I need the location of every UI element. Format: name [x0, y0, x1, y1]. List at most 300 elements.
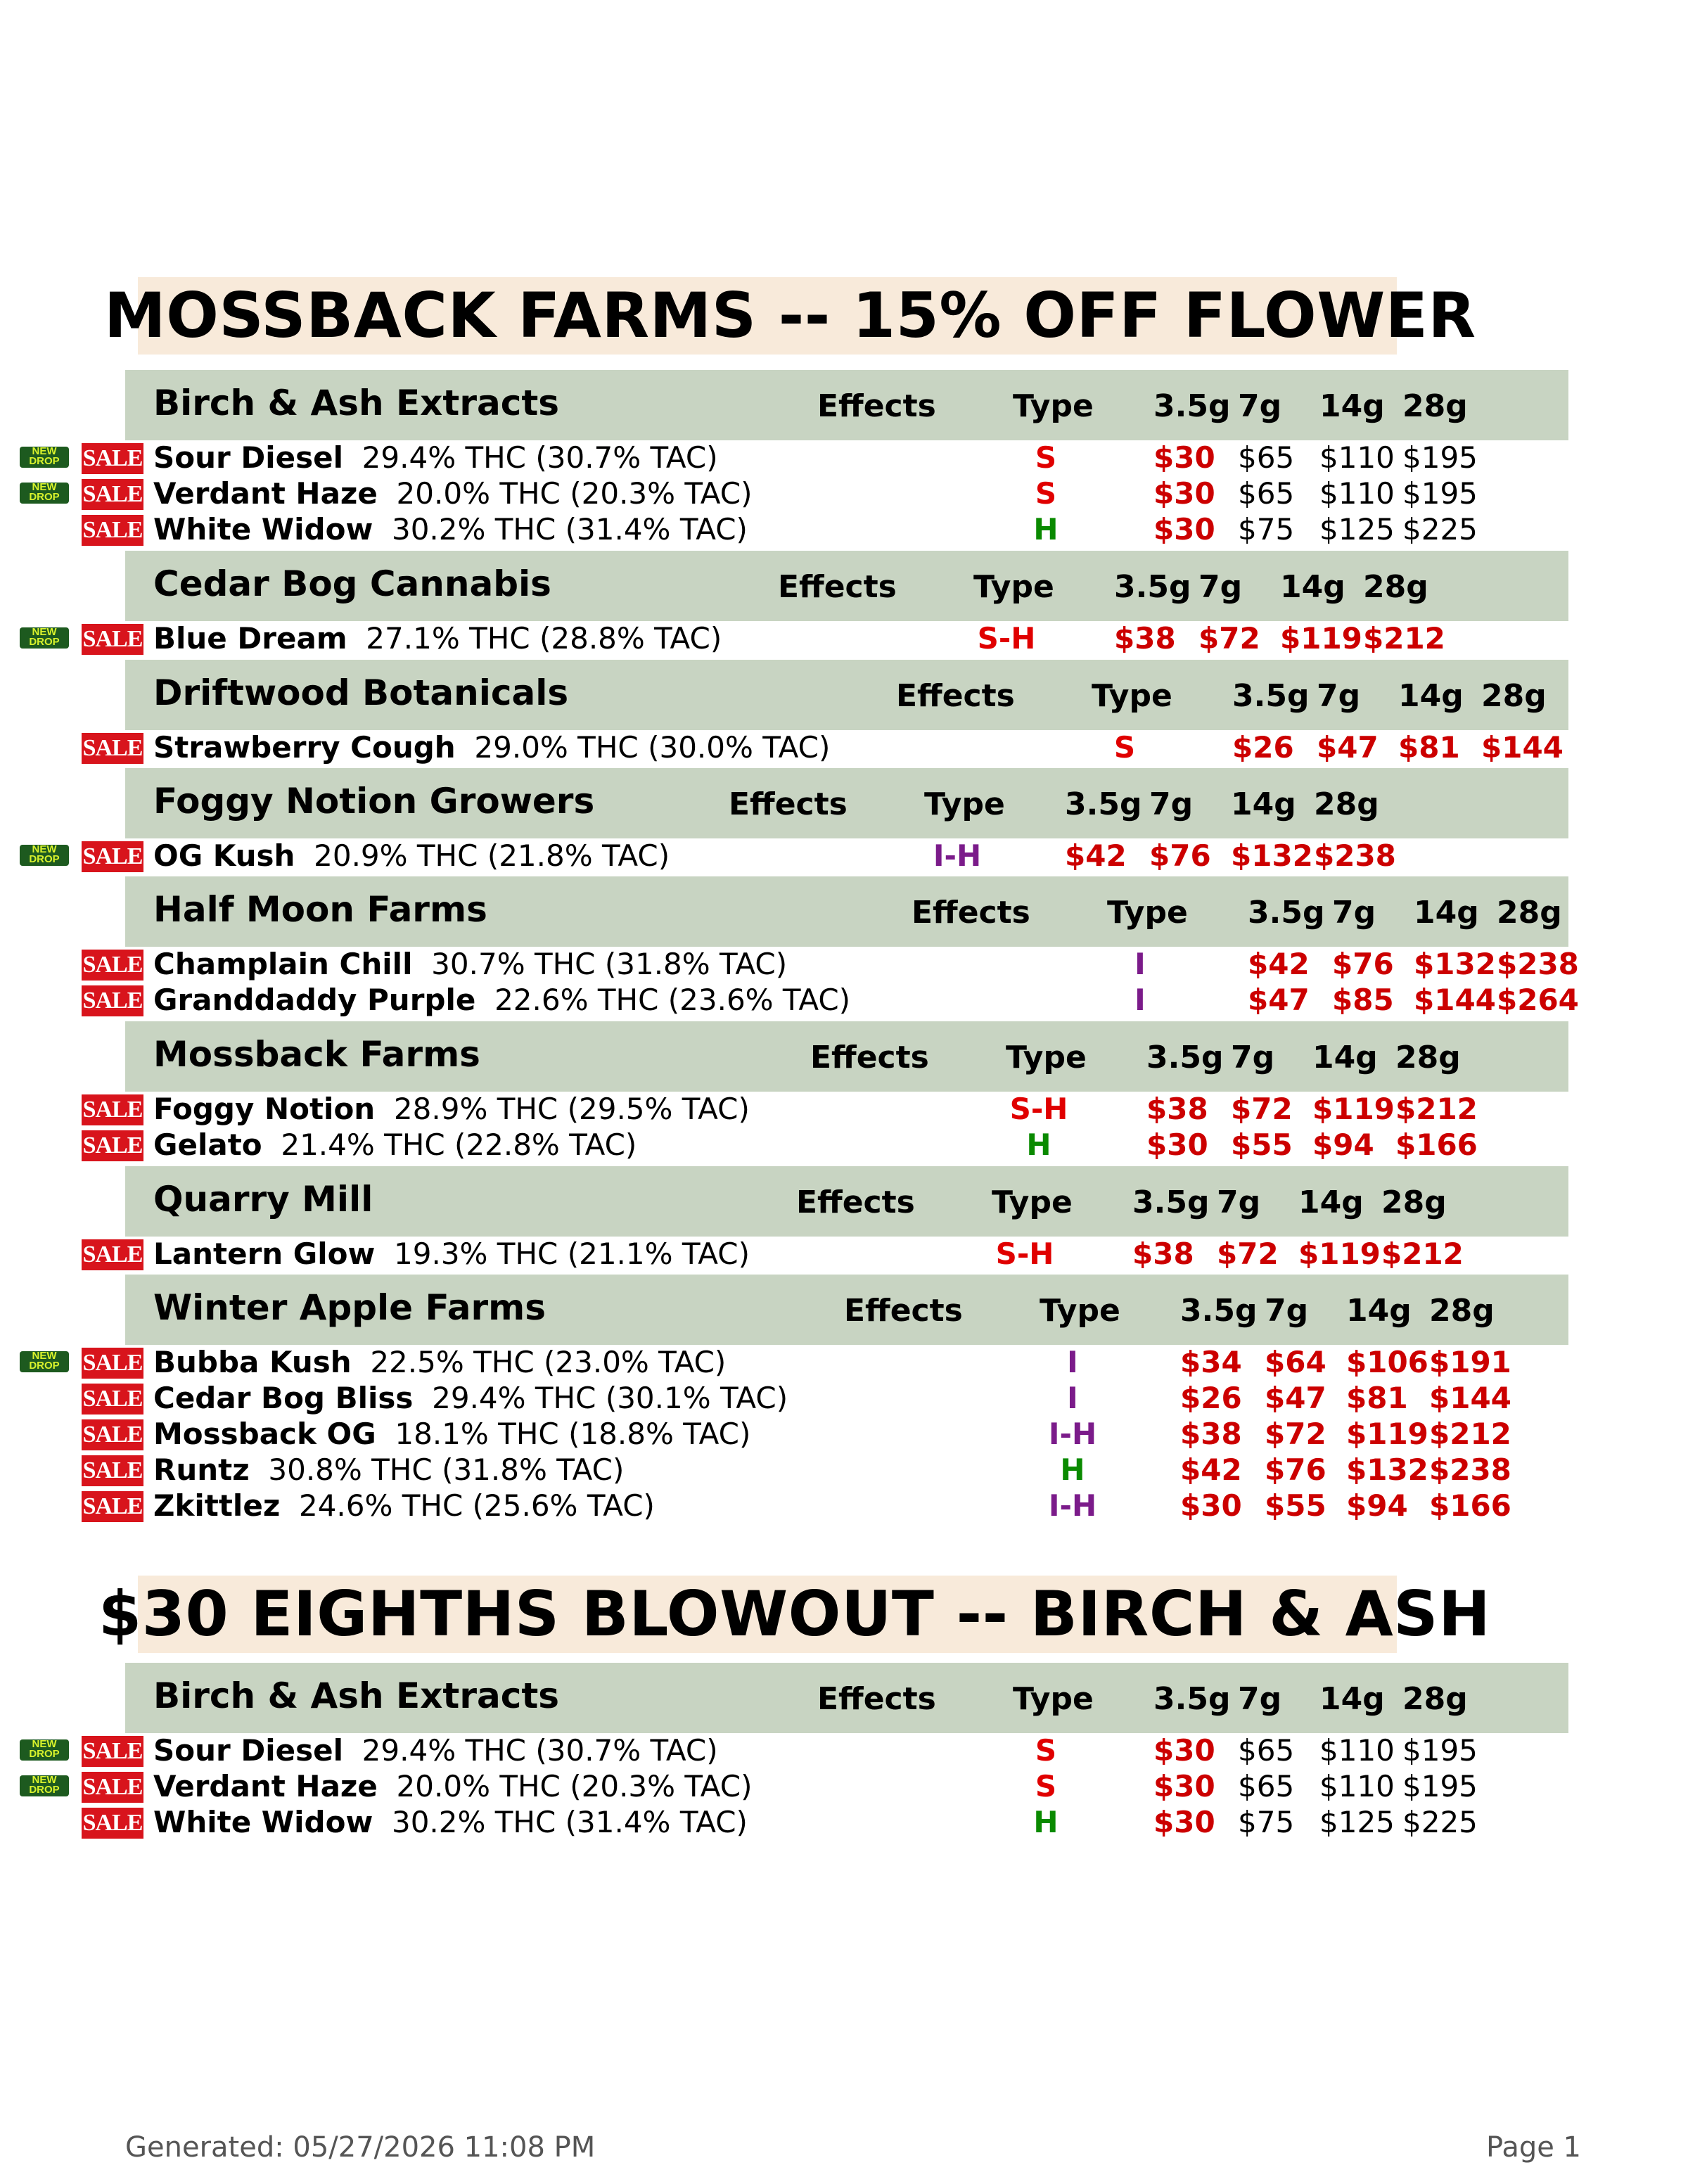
weight-header-w1: 3.5g — [1114, 569, 1191, 605]
weight-header-w4: 28g — [1497, 895, 1562, 931]
product-name[interactable]: Strawberry Cough — [153, 730, 456, 765]
price-7g: $76 — [1332, 947, 1394, 981]
price-3-5g: $30 — [1180, 1488, 1242, 1523]
price-3-5g: $38 — [1114, 621, 1176, 656]
price-28g: $225 — [1402, 1805, 1478, 1839]
vendor-section — [0, 1275, 1688, 1524]
product-potency: 22.6% THC (23.6% TAC) — [494, 983, 851, 1017]
strain-type: H — [1026, 1128, 1051, 1162]
product-potency: 18.1% THC (18.8% TAC) — [395, 1417, 751, 1451]
product-info — [153, 1769, 753, 1804]
new-drop-line: DROP — [29, 455, 60, 467]
vendor-section — [0, 660, 1688, 766]
product-potency: 29.0% THC (30.0% TAC) — [474, 730, 831, 765]
product-list — [0, 440, 1688, 548]
price-3-5g: $42 — [1065, 838, 1127, 873]
strain-type: S — [1035, 1769, 1057, 1803]
product-name[interactable]: Bubba Kush — [153, 1345, 352, 1379]
product-row[interactable] — [0, 1381, 1688, 1417]
price-7g: $75 — [1238, 1805, 1295, 1839]
sale-badge: SALE — [82, 1130, 143, 1161]
price-7g: $47 — [1265, 1381, 1326, 1415]
vendor-name: Quarry Mill — [153, 1179, 373, 1220]
weight-header-w4: 28g — [1402, 388, 1468, 424]
sale-badge: SALE — [82, 733, 143, 764]
product-row[interactable] — [0, 1128, 1688, 1163]
price-7g: $65 — [1238, 440, 1295, 475]
price-3-5g: $34 — [1180, 1345, 1242, 1379]
vendor-section — [0, 768, 1688, 874]
vendor-section — [0, 370, 1688, 548]
price-14g: $110 — [1319, 440, 1395, 475]
spacer — [378, 1769, 397, 1803]
vendor-header — [125, 876, 1568, 947]
sale-badge: SALE — [82, 1455, 143, 1486]
product-name[interactable]: Runtz — [153, 1452, 250, 1487]
vendor-header — [125, 370, 1568, 440]
spacer — [280, 1488, 299, 1523]
price-14g: $81 — [1346, 1381, 1408, 1415]
sale-badge: SALE — [82, 841, 143, 872]
product-list — [0, 1092, 1688, 1163]
weight-header-w4: 28g — [1314, 786, 1379, 822]
price-3-5g: $30 — [1146, 1128, 1208, 1162]
strain-type: S-H — [1009, 1092, 1068, 1126]
strain-type: I-H — [1048, 1417, 1097, 1451]
price-7g: $72 — [1217, 1237, 1279, 1271]
product-info — [153, 838, 670, 874]
vendor-name: Mossback Farms — [153, 1034, 480, 1075]
sale-badge: SALE — [82, 1419, 143, 1450]
product-info — [153, 476, 753, 511]
type-header: Type — [1040, 1293, 1120, 1329]
strain-type: I — [1067, 1381, 1078, 1415]
product-name[interactable]: Cedar Bog Bliss — [153, 1381, 414, 1415]
type-header: Type — [1107, 895, 1188, 931]
product-potency: 24.6% THC (25.6% TAC) — [298, 1488, 655, 1523]
product-potency: 20.0% THC (20.3% TAC) — [396, 476, 753, 511]
spacer — [262, 1128, 281, 1162]
effects-header: Effects — [896, 678, 1015, 714]
vendor-section — [0, 551, 1688, 657]
effects-header: Effects — [796, 1184, 915, 1220]
vendor-name: Foggy Notion Growers — [153, 781, 595, 822]
strain-type: I — [1067, 1345, 1078, 1379]
sale-badge: SALE — [82, 985, 143, 1016]
price-28g: $191 — [1429, 1345, 1511, 1379]
price-7g: $55 — [1265, 1488, 1326, 1523]
price-3-5g: $30 — [1153, 476, 1215, 511]
price-3-5g: $42 — [1248, 947, 1310, 981]
product-list — [0, 730, 1688, 766]
product-name[interactable]: Granddaddy Purple — [153, 983, 476, 1017]
new-drop-badge — [20, 447, 69, 468]
price-14g: $119 — [1346, 1417, 1428, 1451]
product-potency: 29.4% THC (30.7% TAC) — [362, 440, 718, 475]
strain-type: H — [1060, 1452, 1085, 1487]
product-list — [0, 1733, 1688, 1841]
product-name[interactable]: Blue Dream — [153, 621, 347, 656]
weight-header-w4: 28g — [1402, 1681, 1468, 1717]
effects-header: Effects — [729, 786, 848, 822]
weight-header-w2: 7g — [1149, 786, 1194, 822]
product-row[interactable] — [0, 838, 1688, 874]
new-drop-line: NEW — [32, 1774, 57, 1786]
price-28g: $238 — [1314, 838, 1396, 873]
weight-header-w4: 28g — [1481, 678, 1547, 714]
price-28g: $212 — [1363, 621, 1445, 656]
new-drop-badge — [20, 483, 69, 504]
price-7g: $76 — [1149, 838, 1211, 873]
product-info — [153, 621, 722, 656]
type-header: Type — [924, 786, 1005, 822]
effects-header: Effects — [810, 1040, 929, 1075]
weight-header-w1: 3.5g — [1248, 895, 1325, 931]
price-3-5g: $30 — [1153, 440, 1215, 475]
product-potency: 20.0% THC (20.3% TAC) — [396, 1769, 753, 1803]
type-header: Type — [1013, 1681, 1094, 1717]
weight-header-w3: 14g — [1398, 678, 1464, 714]
product-potency: 30.2% THC (31.4% TAC) — [391, 512, 748, 547]
price-14g: $110 — [1319, 1733, 1395, 1768]
product-list — [0, 1237, 1688, 1272]
price-14g: $94 — [1346, 1488, 1408, 1523]
spacer — [373, 1805, 392, 1839]
price-28g: $225 — [1402, 512, 1478, 547]
product-name[interactable]: Sour Diesel — [153, 440, 343, 475]
new-drop-line: NEW — [32, 1738, 57, 1750]
product-row[interactable] — [0, 512, 1688, 548]
new-drop-line: DROP — [29, 1360, 60, 1372]
product-name[interactable]: White Widow — [153, 512, 373, 547]
price-7g: $75 — [1238, 512, 1295, 547]
price-14g: $110 — [1319, 476, 1395, 511]
product-potency: 22.5% THC (23.0% TAC) — [370, 1345, 727, 1379]
spacer — [347, 621, 366, 656]
strain-type: I-H — [1048, 1488, 1097, 1523]
weight-header-w4: 28g — [1363, 569, 1428, 605]
spacer — [375, 1092, 394, 1126]
weight-header-w3: 14g — [1312, 1040, 1378, 1075]
product-name[interactable]: Champlain Chill — [153, 947, 413, 981]
product-name[interactable]: White Widow — [153, 1805, 373, 1839]
price-14g: $125 — [1319, 512, 1395, 547]
effects-header: Effects — [778, 569, 897, 605]
vendor-section — [0, 1663, 1688, 1841]
vendor-name: Cedar Bog Cannabis — [153, 563, 551, 604]
spacer — [373, 512, 392, 547]
product-row[interactable] — [0, 476, 1688, 512]
product-info — [153, 1092, 750, 1127]
new-drop-line: NEW — [32, 445, 57, 457]
strain-type: S-H — [995, 1237, 1054, 1271]
strain-type: S — [1113, 730, 1136, 765]
price-28g: $238 — [1497, 947, 1579, 981]
vendor-section — [0, 1021, 1688, 1163]
vendor-section — [0, 1166, 1688, 1272]
weight-header-w2: 7g — [1217, 1184, 1261, 1220]
spacer — [352, 1345, 371, 1379]
sale-badge: SALE — [82, 1808, 143, 1839]
product-name[interactable]: Lantern Glow — [153, 1237, 376, 1271]
product-name[interactable]: Sour Diesel — [153, 1733, 343, 1768]
product-row[interactable] — [0, 1417, 1688, 1452]
weight-header-w2: 7g — [1231, 1040, 1275, 1075]
sale-badge: SALE — [82, 1094, 143, 1125]
strain-type: S — [1035, 476, 1057, 511]
strain-type: S — [1035, 1733, 1057, 1768]
product-info — [153, 440, 718, 475]
product-row[interactable] — [0, 1345, 1688, 1381]
product-potency: 19.3% THC (21.1% TAC) — [394, 1237, 750, 1271]
vendor-name: Half Moon Farms — [153, 889, 487, 930]
product-info — [153, 1417, 750, 1452]
product-potency: 27.1% THC (28.8% TAC) — [366, 621, 722, 656]
sale-badge: SALE — [82, 443, 143, 474]
product-info — [153, 512, 748, 547]
type-header: Type — [1013, 388, 1094, 424]
vendor-header — [125, 551, 1568, 621]
product-info — [153, 1488, 655, 1524]
price-3-5g: $26 — [1232, 730, 1294, 765]
new-drop-line: NEW — [32, 1350, 57, 1362]
vendor-header — [125, 1166, 1568, 1237]
price-3-5g: $26 — [1180, 1381, 1242, 1415]
promo-title: MOSSBACK FARMS -- 15% OFF FLOWER — [104, 279, 1476, 352]
spacer — [456, 730, 475, 765]
new-drop-badge — [20, 845, 69, 866]
product-row[interactable] — [0, 947, 1688, 983]
price-7g: $65 — [1238, 476, 1295, 511]
weight-header-w1: 3.5g — [1180, 1293, 1258, 1329]
sale-badge: SALE — [82, 479, 143, 510]
strain-type: S — [1035, 440, 1057, 475]
product-info — [153, 1237, 750, 1272]
new-drop-badge — [20, 627, 69, 649]
price-28g: $195 — [1402, 440, 1478, 475]
price-28g: $238 — [1429, 1452, 1511, 1487]
product-row[interactable] — [0, 440, 1688, 476]
product-row[interactable] — [0, 1237, 1688, 1272]
price-7g: $85 — [1332, 983, 1394, 1017]
price-7g: $65 — [1238, 1769, 1295, 1803]
weight-header-w1: 3.5g — [1065, 786, 1142, 822]
product-name[interactable]: Zkittlez — [153, 1488, 281, 1523]
product-row[interactable] — [0, 983, 1688, 1018]
price-14g: $110 — [1319, 1769, 1395, 1803]
product-list — [0, 621, 1688, 657]
product-potency: 30.8% THC (31.8% TAC) — [268, 1452, 625, 1487]
price-14g: $106 — [1346, 1345, 1428, 1379]
price-28g: $166 — [1429, 1488, 1511, 1523]
spacer — [343, 440, 362, 475]
price-28g: $212 — [1429, 1417, 1511, 1451]
spacer — [375, 1237, 394, 1271]
price-28g: $144 — [1481, 730, 1564, 765]
sale-badge: SALE — [82, 515, 143, 546]
product-name[interactable]: Gelato — [153, 1128, 262, 1162]
weight-header-w1: 3.5g — [1153, 1681, 1231, 1717]
product-list — [0, 1345, 1688, 1524]
spacer — [295, 838, 314, 873]
new-drop-line: NEW — [32, 481, 57, 493]
product-info — [153, 1128, 637, 1163]
effects-header: Effects — [912, 895, 1030, 931]
product-list — [0, 947, 1688, 1018]
product-name[interactable]: Mossback OG — [153, 1417, 376, 1451]
price-28g: $195 — [1402, 476, 1478, 511]
product-potency: 29.4% THC (30.1% TAC) — [432, 1381, 788, 1415]
product-row[interactable] — [0, 730, 1688, 766]
sale-badge: SALE — [82, 1736, 143, 1767]
price-3-5g: $47 — [1248, 983, 1310, 1017]
product-name[interactable]: OG Kush — [153, 838, 295, 873]
price-7g: $72 — [1198, 621, 1260, 656]
spacer — [250, 1452, 269, 1487]
promo-title: $30 EIGHTHS BLOWOUT -- BIRCH & ASH — [98, 1578, 1491, 1650]
product-info — [153, 1381, 788, 1416]
price-7g: $64 — [1265, 1345, 1326, 1379]
vendor-name: Birch & Ash Extracts — [153, 1675, 560, 1716]
weight-header-w3: 14g — [1319, 388, 1385, 424]
weight-header-w4: 28g — [1429, 1293, 1495, 1329]
price-3-5g: $30 — [1153, 1805, 1215, 1839]
vendor-name: Winter Apple Farms — [153, 1287, 546, 1328]
price-14g: $125 — [1319, 1805, 1395, 1839]
vendor-header — [125, 1275, 1568, 1345]
price-28g: $144 — [1429, 1381, 1511, 1415]
weight-header-w3: 14g — [1280, 569, 1345, 605]
strain-type: H — [1033, 512, 1059, 547]
price-3-5g: $38 — [1146, 1092, 1208, 1126]
price-14g: $119 — [1298, 1237, 1381, 1271]
sale-badge: SALE — [82, 1239, 143, 1270]
new-drop-line: DROP — [29, 1748, 60, 1760]
vendor-section — [0, 876, 1688, 1018]
price-28g: $166 — [1395, 1128, 1478, 1162]
weight-header-w4: 28g — [1395, 1040, 1461, 1075]
price-14g: $81 — [1398, 730, 1460, 765]
weight-header-w3: 14g — [1298, 1184, 1364, 1220]
weight-header-w2: 7g — [1238, 388, 1282, 424]
vendor-header — [125, 1021, 1568, 1092]
product-row[interactable] — [0, 1733, 1688, 1769]
strain-type: I-H — [933, 838, 982, 873]
product-row[interactable] — [0, 1488, 1688, 1524]
price-14g: $144 — [1414, 983, 1496, 1017]
effects-header: Effects — [817, 388, 936, 424]
price-7g: $65 — [1238, 1733, 1295, 1768]
sale-badge: SALE — [82, 950, 143, 981]
price-28g: $212 — [1381, 1237, 1464, 1271]
price-28g: $195 — [1402, 1769, 1478, 1803]
weight-header-w4: 28g — [1381, 1184, 1447, 1220]
product-row[interactable] — [0, 621, 1688, 657]
effects-header: Effects — [817, 1681, 936, 1717]
price-7g: $76 — [1265, 1452, 1326, 1487]
weight-header-w3: 14g — [1414, 895, 1479, 931]
weight-header-w2: 7g — [1198, 569, 1243, 605]
weight-header-w3: 14g — [1231, 786, 1296, 822]
product-info — [153, 730, 830, 765]
strain-type: S-H — [977, 621, 1036, 656]
price-3-5g: $38 — [1180, 1417, 1242, 1451]
spacer — [413, 1381, 432, 1415]
price-28g: $264 — [1497, 983, 1579, 1017]
price-28g: $212 — [1395, 1092, 1478, 1126]
weight-header-w2: 7g — [1317, 678, 1361, 714]
price-7g: $55 — [1231, 1128, 1293, 1162]
new-drop-line: DROP — [29, 636, 60, 648]
new-drop-badge — [20, 1351, 69, 1372]
price-7g: $72 — [1265, 1417, 1326, 1451]
weight-header-w2: 7g — [1332, 895, 1376, 931]
type-header: Type — [992, 1184, 1073, 1220]
price-3-5g: $42 — [1180, 1452, 1242, 1487]
product-row[interactable] — [0, 1452, 1688, 1488]
weight-header-w2: 7g — [1265, 1293, 1309, 1329]
sale-badge: SALE — [82, 1772, 143, 1803]
vendor-name: Driftwood Botanicals — [153, 672, 569, 713]
product-potency: 28.9% THC (29.5% TAC) — [393, 1092, 750, 1126]
product-row[interactable] — [0, 1805, 1688, 1841]
sale-badge: SALE — [82, 1384, 143, 1415]
vendor-header — [125, 768, 1568, 838]
price-7g: $47 — [1317, 730, 1379, 765]
vendor-name: Birch & Ash Extracts — [153, 383, 560, 423]
price-3-5g: $30 — [1153, 1733, 1215, 1768]
weight-header-w1: 3.5g — [1132, 1184, 1210, 1220]
price-3-5g: $30 — [1153, 512, 1215, 547]
spacer — [376, 1417, 395, 1451]
product-info — [153, 1345, 726, 1380]
product-row[interactable] — [0, 1769, 1688, 1805]
new-drop-badge — [20, 1775, 69, 1796]
product-info — [153, 983, 850, 1018]
product-potency: 20.9% THC (21.8% TAC) — [314, 838, 670, 873]
price-14g: $132 — [1414, 947, 1496, 981]
weight-header-w1: 3.5g — [1146, 1040, 1224, 1075]
strain-type: H — [1033, 1805, 1059, 1839]
price-3-5g: $30 — [1153, 1769, 1215, 1803]
product-info — [153, 1452, 624, 1488]
product-info — [153, 947, 787, 982]
effects-header: Effects — [844, 1293, 963, 1329]
product-name[interactable]: Verdant Haze — [153, 476, 378, 511]
product-name[interactable]: Foggy Notion — [153, 1092, 376, 1126]
strain-type: I — [1134, 983, 1146, 1017]
new-drop-line: DROP — [29, 853, 60, 865]
page-number: Page 1 — [1486, 2131, 1581, 2164]
price-3-5g: $38 — [1132, 1237, 1194, 1271]
price-14g: $132 — [1346, 1452, 1428, 1487]
new-drop-badge — [20, 1739, 69, 1761]
weight-header-w1: 3.5g — [1232, 678, 1310, 714]
generated-timestamp: Generated: 05/27/2026 11:08 PM — [125, 2131, 596, 2164]
product-potency: 21.4% THC (22.8% TAC) — [281, 1128, 637, 1162]
price-7g: $72 — [1231, 1092, 1293, 1126]
vendor-header — [125, 660, 1568, 730]
strain-type: I — [1134, 947, 1146, 981]
price-14g: $94 — [1312, 1128, 1374, 1162]
spacer — [412, 947, 431, 981]
product-name[interactable]: Verdant Haze — [153, 1769, 378, 1803]
sale-badge: SALE — [82, 1491, 143, 1522]
product-list — [0, 838, 1688, 874]
type-header: Type — [973, 569, 1054, 605]
product-row[interactable] — [0, 1092, 1688, 1128]
product-potency: 30.7% THC (31.8% TAC) — [431, 947, 788, 981]
